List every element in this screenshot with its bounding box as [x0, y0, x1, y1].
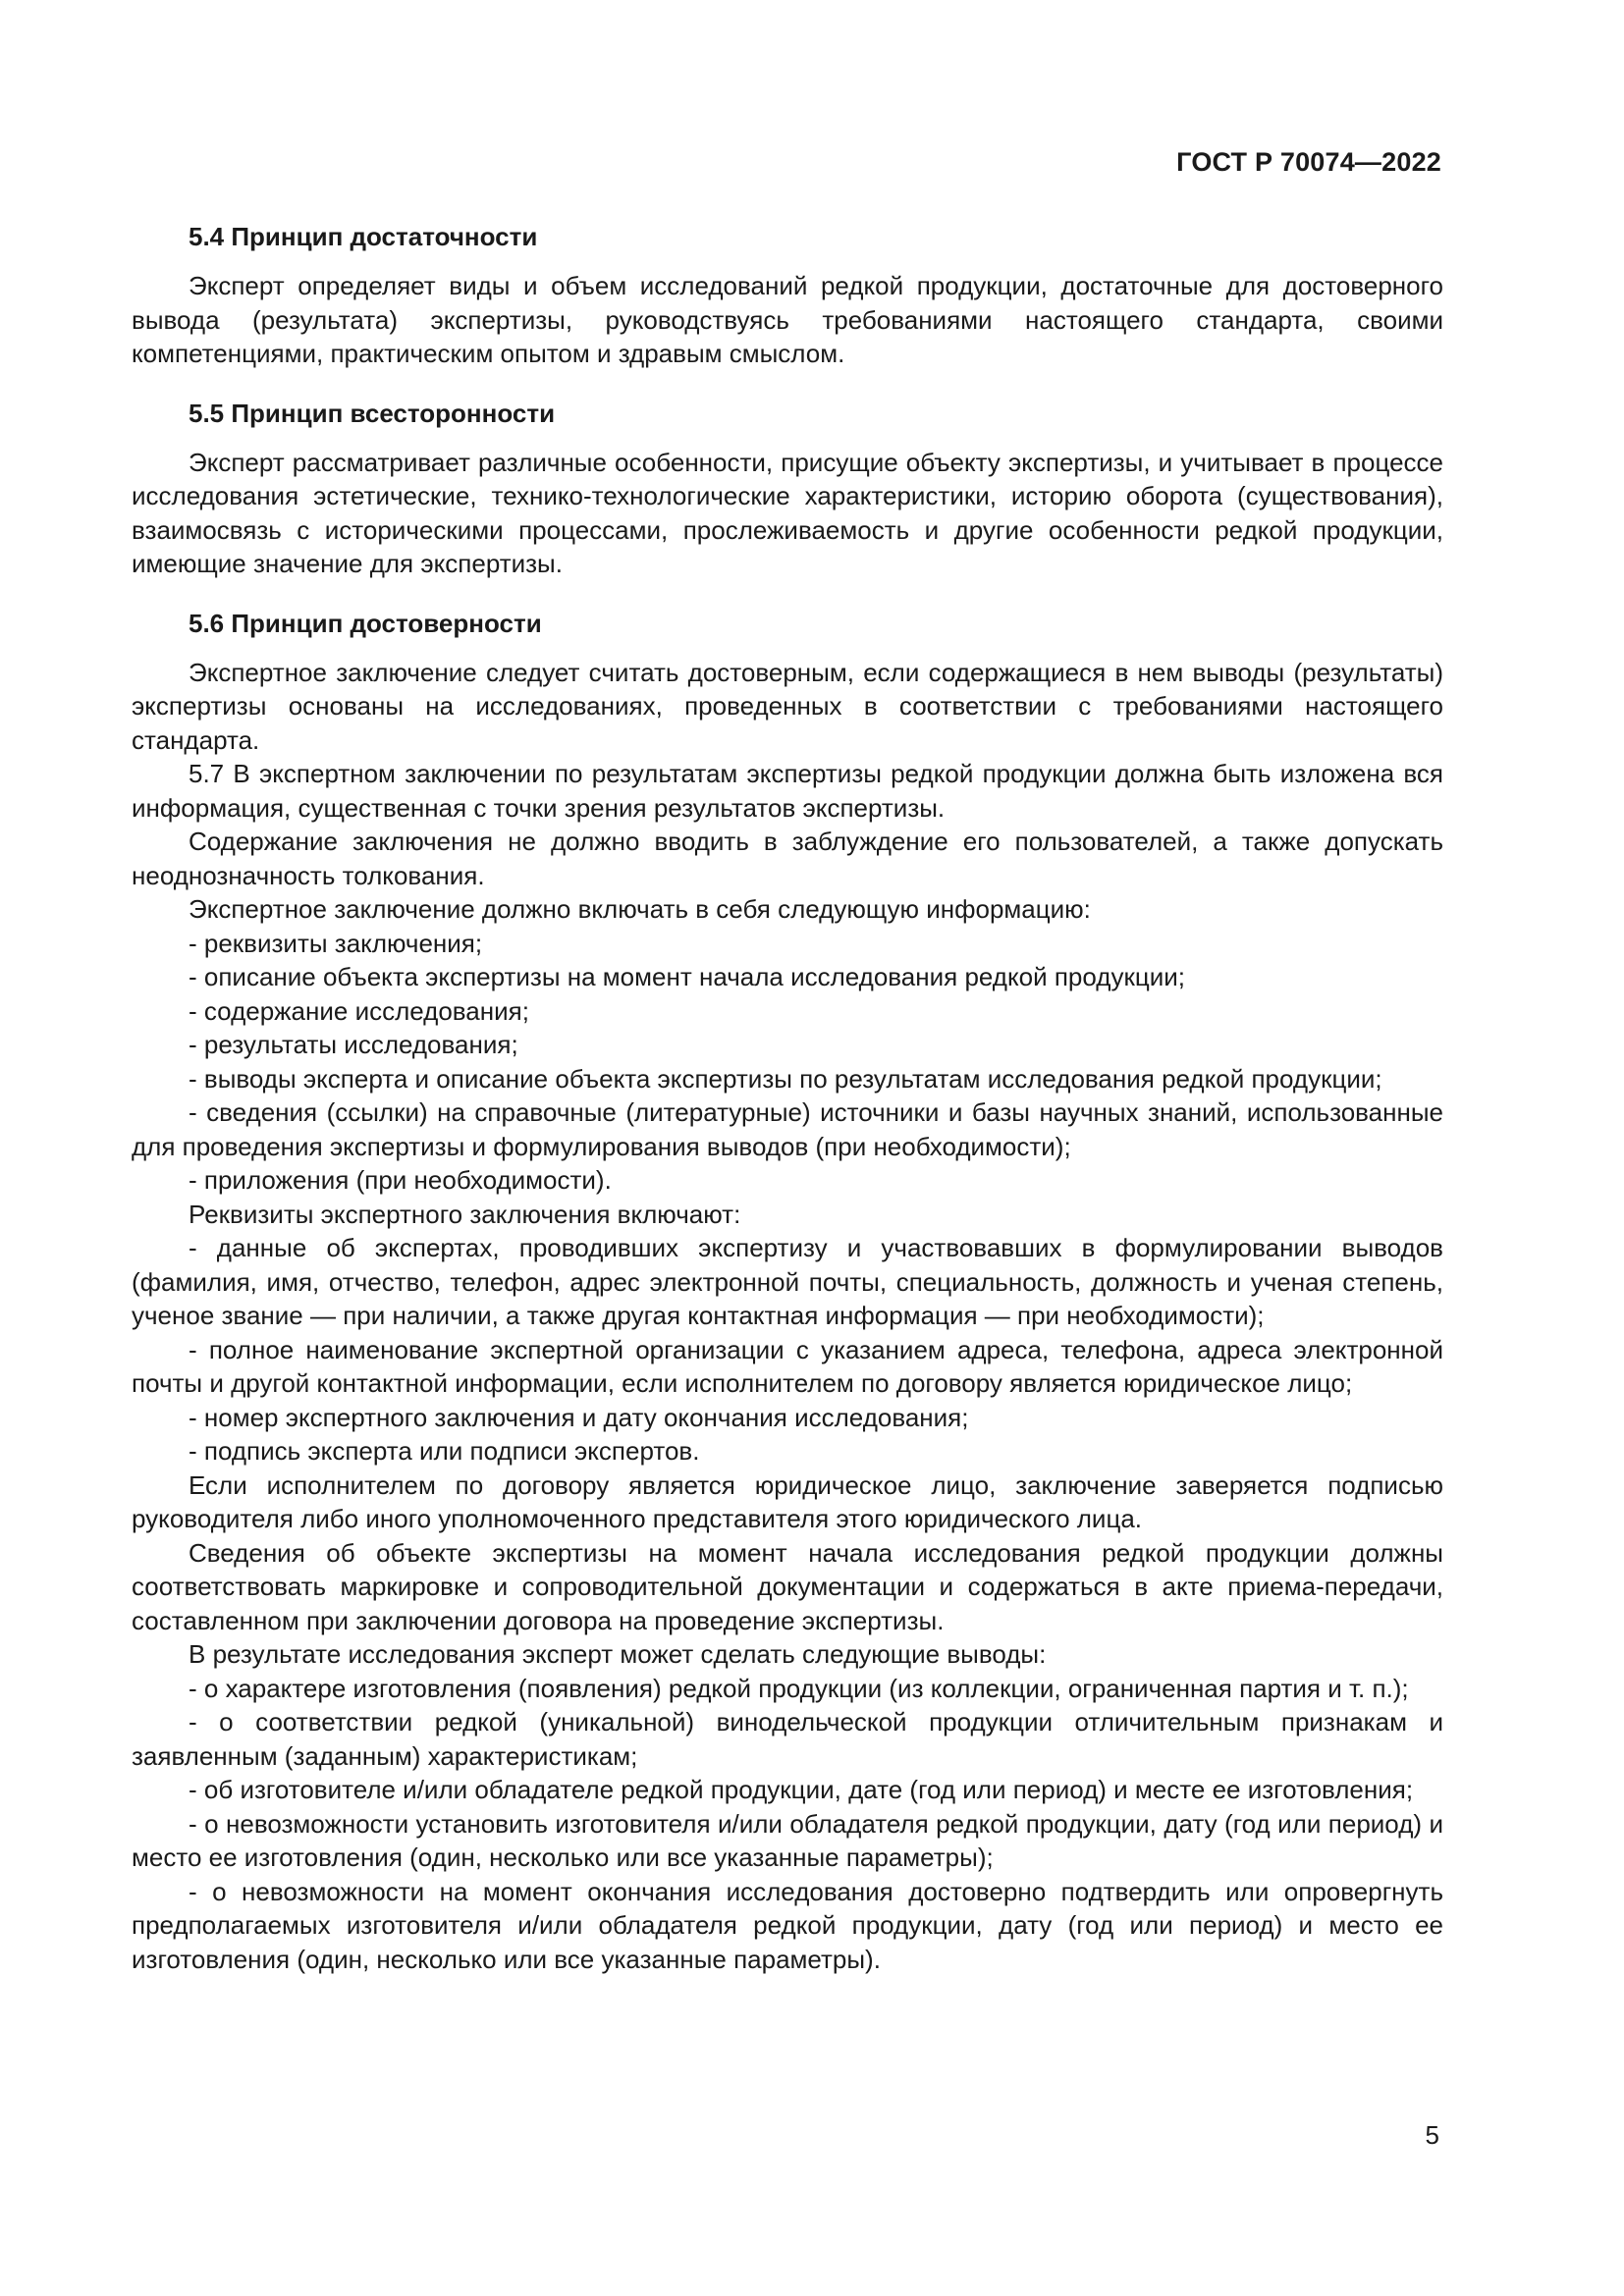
paragraph: Экспертное заключение следует считать достоверным, если содержащиеся в нем выводы (результаты) экспертизы основаны на исследованиях, проведенных в соответствии с требованиями настоящего стандарта.	[132, 657, 1443, 755]
list-item: - сведения (ссылки) на справочные (литературные) источники и базы научных знаний, использованные для проведения экспертизы и формулирования выводов (при необходимости);	[132, 1097, 1443, 1161]
list-item: - результаты исследования;	[189, 1030, 518, 1059]
list-item: - содержание исследования;	[189, 995, 529, 1026]
paragraph: Эксперт определяет виды и объем исследований редкой продукции, достаточные для достоверного вывода (результата) экспертизы, руководствуясь требованиями настоящего стандарта, своими компетенциями, практическим опытом и здравым смыслом.	[132, 271, 1443, 368]
list-item: - о характере изготовления (появления) редкой продукции (из коллекции, ограниченная партия и т. п.);	[189, 1673, 1409, 1703]
page-number: 5	[1425, 2120, 1439, 2150]
list-item: - о соответствии редкой (уникальной) винодельческой продукции отличительным признакам и заявленным (заданным) характеристикам;	[132, 1707, 1443, 1771]
paragraph: Если исполнителем по договору является юридическое лицо, заключение заверяется подписью руководителя либо иного уполномоченного представителя этого юридического лица.	[132, 1469, 1443, 1533]
list-item: - о невозможности установить изготовителя и/или обладателя редкой продукции, дату (год или период) и место ее изготовления (один, несколько или все указанные параметры);	[132, 1808, 1443, 1872]
list-item: - реквизиты заключения;	[189, 928, 483, 958]
section-heading: 5.4 Принцип достаточности	[189, 222, 538, 251]
document-code: ГОСТ Р 70074—2022	[1176, 147, 1441, 177]
list-item: - об изготовителе и/или обладателе редкой продукции, дате (год или период) и месте ее изготовления;	[189, 1775, 1414, 1804]
paragraph: Сведения об объекте экспертизы на момент начала исследования редкой продукции должны соответствовать маркировке и сопроводительной документации и содержаться в акте приема-передачи, составленном при заключении договора на проведение экспертизы.	[132, 1537, 1443, 1635]
document-body	[132, 220, 1443, 1976]
list-item: - номер экспертного заключения и дату окончания исследования;	[189, 1402, 969, 1432]
section-heading: 5.6 Принцип достоверности	[189, 608, 542, 638]
list-item: - полное наименование экспертной организации с указанием адреса, телефона, адреса электронной почты и другой контактной информации, если исполнителем по договору является юридическое лицо;	[132, 1334, 1443, 1398]
section-heading: 5.5 Принцип всесторонности	[189, 398, 556, 428]
paragraph: В результате исследования эксперт может сделать следующие выводы:	[189, 1639, 1047, 1669]
paragraph: Экспертное заключение должно включать в себя следующую информацию:	[189, 894, 1091, 924]
list-item: - описание объекта экспертизы на момент начала исследования редкой продукции;	[189, 962, 1185, 991]
list-item: - выводы эксперта и описание объекта экспертизы по результатам исследования редкой продукции;	[189, 1063, 1382, 1094]
list-item: - данные об экспертах, проводивших экспертизу и участвовавших в формулировании выводов (фамилия, имя, отчество, телефон, адрес электронной почты, специальность, должность и ученая степень, ученое звание — при наличии, а также другая контактная информация — при необходимости);	[132, 1233, 1443, 1330]
list-item: - подпись эксперта или подписи экспертов.	[189, 1436, 700, 1466]
paragraph: 5.7 В экспертном заключении по результатам экспертизы редкой продукции должна быть изложена вся информация, существенная с точки зрения результатов экспертизы.	[132, 759, 1443, 823]
list-item: - о невозможности на момент окончания исследования достоверно подтвердить или опровергнуть предполагаемых изготовителя и/или обладателя редкой продукции, дату (год или период) и место ее изготовления (один, несколько или все указанные параметры).	[132, 1876, 1443, 1974]
paragraph: Реквизиты экспертного заключения включают:	[189, 1199, 741, 1229]
paragraph: Содержание заключения не должно вводить в заблуждение его пользователей, а также допускать неоднозначность толкования.	[132, 827, 1443, 890]
paragraph: Эксперт рассматривает различные особенности, присущие объекту экспертизы, и учитывает в процессе исследования эстетические, технико-технологические характеристики, историю оборота (существования), взаимосвязь с историческими процессами, прослеживаемость и другие особенности редкой продукции, имеющие значение для экспертизы.	[132, 447, 1443, 578]
list-item: - приложения (при необходимости).	[189, 1165, 612, 1195]
